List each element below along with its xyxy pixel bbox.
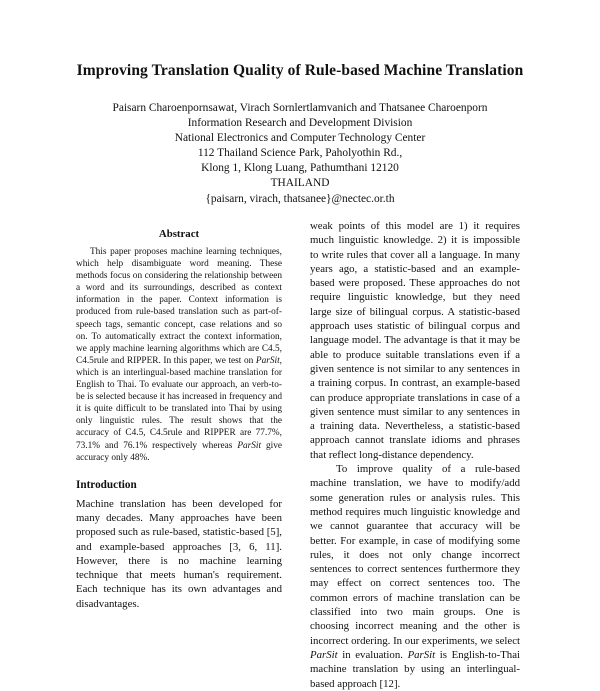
author-institution: National Electronics and Computer Technology Center <box>174 132 426 145</box>
author-block <box>0 101 600 207</box>
author-division: Information Research and Development Division <box>187 117 413 130</box>
abstract-heading: Abstract <box>158 228 200 240</box>
right-paragraph-2: To improve quality of a rule-based machine translation, we have to modify/add some generation rules or analysis rules. This method requires much linguistic knowledge and we cannot guarantee that accuracy will be better. For example, in case of modifying some rules, it does not only change incorrect sentences to correct sentences furthermore they may effect on correct sentences too. The common errors of machine translation can be classified into two main groups. One is choosing incorrect meaning and the other is incorrect ordering. In our experiments, we select ParSit in evaluation. ParSit is English-to-Thai machine translation by using an interlingual-based approach [12]. <box>310 463 520 690</box>
parsit-term: ParSit <box>407 648 436 661</box>
author-names: Paisarn Charoenpornsawat, Virach Sornlertlamvanich and Thatsanee Charoenporn <box>112 102 488 114</box>
parsit-term: ParSit <box>237 440 262 451</box>
author-country: THAILAND <box>270 177 330 190</box>
author-address-2: Klong 1, Klong Luang, Pathumthani 12120 <box>201 162 399 175</box>
author-address-1: 112 Thailand Science Park, Paholyothin Rd., <box>197 147 403 160</box>
author-emails: {paisarn, virach, thatsanee}@nectec.or.th <box>205 192 395 205</box>
parsit-term: ParSit <box>255 355 280 366</box>
right-paragraph-1: weak points of this model are 1) it requires much linguistic knowledge. 2) it is impossible to write rules that cover all a language. In many years ago, a statistic-based and an example-based were proposed. These approaches do not require linguistic knowledge, but they need large size of bilingual corpus. A statistic-based approach uses statistic of bilingual corpus and language model. The advantage is that it may be able to produce suitable translations even if a given sentence is not similar to any sentences in a training corpus. In contrast, an example-based can produce appropriate translations in case of a given sentence must similar to any sentences in a training data. Nevertheless, a statistic-based approach cannot translate idioms and phrases that reflect long-distance dependency. <box>310 220 520 461</box>
left-column <box>76 228 282 611</box>
right-column <box>310 219 520 691</box>
paper-title: Improving Translation Quality of Rule-based Machine Translation <box>76 62 524 79</box>
abstract-text: This paper proposes machine learning techniques, which help disambiguate word meaning. These methods focus on considering the relationship between a word and its surroundings, described as context information in the paper. Context information is produced from rule-based translation such as part-of-speech tags, semantic concept, case relations and so on. To automatically extract the context information, we apply machine learning algorithms which are C4.5, C4.5rule and RIPPER. In this paper, we test on ParSit, which is an interlingual-based machine translation for English to Thai. To evaluate our approach, an verb-to-be is selected because it has increased in frequency and it is quite difficult to be translated into Thai by using only linguistic rules. The result shows that the accuracy of C4.5, C4.5rule and RIPPER are 77.7%, 73.1% and 76.1% respectively whereas ParSit give accuracy only 48%. <box>76 247 282 463</box>
introduction-text: Machine translation has been developed for many decades. Many approaches have been proposed such as rule-based, statistic-based [5], and example-based approaches [3, 6, 11]. However, there is no machine learning technique that meets human's requirement. Each technique has its own advantages and disadvantages. <box>76 497 282 610</box>
introduction-heading: Introduction <box>76 478 137 491</box>
parsit-term: ParSit <box>310 648 338 661</box>
